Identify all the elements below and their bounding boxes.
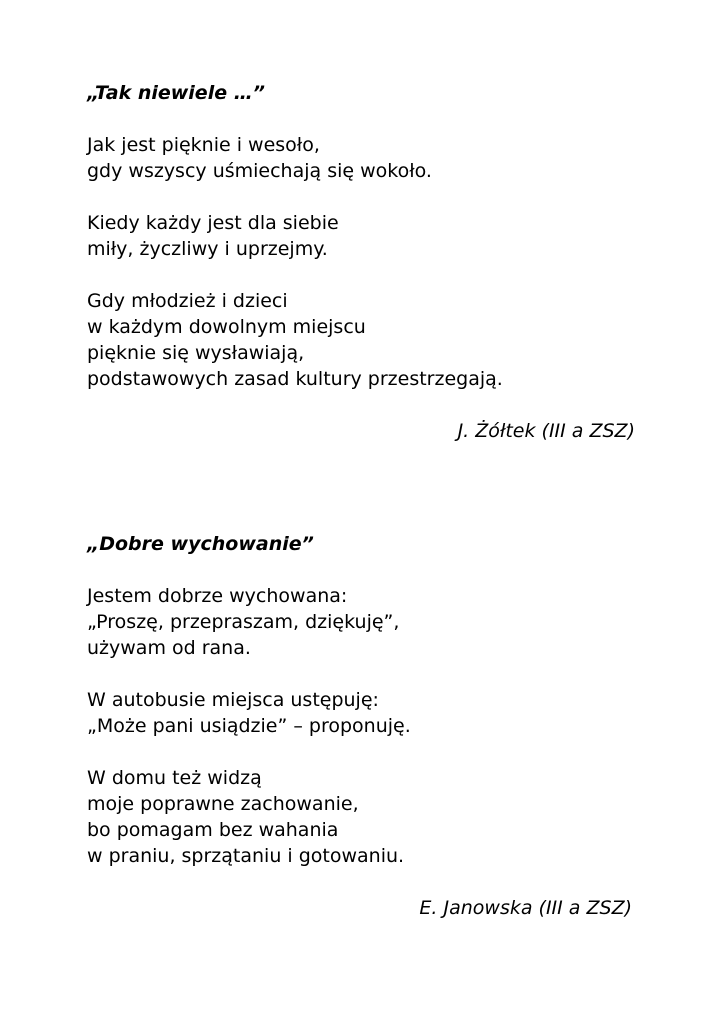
verse-line: moje poprawne zachowanie, [87, 793, 359, 815]
verse-line: pięknie się wysławiają, [87, 342, 305, 364]
poem-title: „Tak niewiele …” [87, 82, 265, 104]
stanza [87, 583, 627, 661]
verse-line: „Może pani usiądzie” – proponuję. [87, 715, 411, 737]
stanza [87, 765, 627, 869]
verse-line: Gdy młodzież i dzieci [87, 290, 288, 312]
verse-line: w praniu, sprzątaniu i gotowaniu. [87, 845, 405, 867]
verse-line: miły, życzliwy i uprzejmy. [87, 238, 328, 260]
verse-line: podstawowych zasad kultury przestrzegają. [87, 368, 503, 390]
verse-line: używam od rana. [87, 637, 251, 659]
stanza [87, 288, 627, 392]
verse-line: „Proszę, przepraszam, dziękuję”, [87, 611, 400, 633]
verse-line: w każdym dowolnym miejscu [87, 316, 366, 338]
poem-author: J. Żółtek (III a ZSZ) [457, 420, 635, 442]
stanza [87, 132, 627, 184]
verse-line: W domu też widzą [87, 767, 262, 789]
verse-line: W autobusie miejsca ustępuję: [87, 689, 379, 711]
stanza [87, 687, 627, 739]
stanza [87, 210, 627, 262]
verse-line: bo pomagam bez wahania [87, 819, 339, 841]
verse-line: Jak jest pięknie i wesoło, [87, 134, 320, 156]
poem-dobre-wychowanie [87, 531, 632, 921]
verse-line: Jestem dobrze wychowana: [87, 585, 348, 607]
poem-tak-niewiele [87, 80, 635, 444]
verse-line: gdy wszyscy uśmiechają się wokoło. [87, 160, 432, 182]
verse-line: Kiedy każdy jest dla siebie [87, 212, 339, 234]
poem-title: „Dobre wychowanie” [87, 533, 314, 555]
poem-author: E. Janowska (III a ZSZ) [419, 897, 632, 919]
